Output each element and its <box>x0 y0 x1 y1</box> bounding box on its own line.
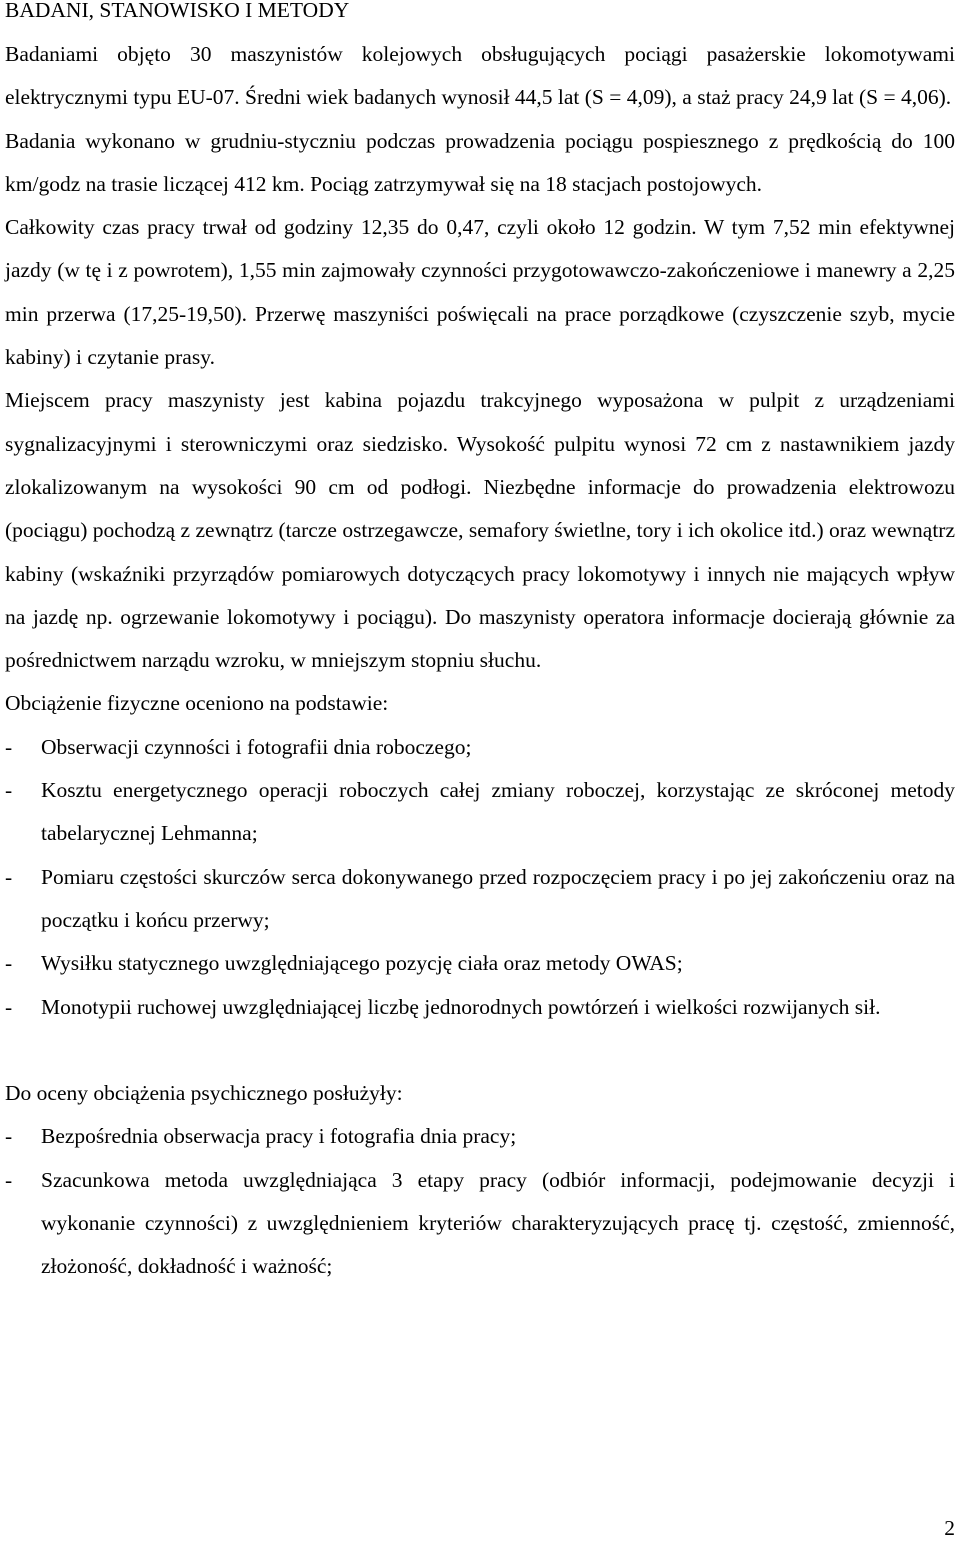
list-item <box>5 856 955 943</box>
list-dash: - <box>5 951 13 976</box>
list-dash: - <box>5 734 13 759</box>
list-dash: - <box>5 1167 13 1192</box>
list-item-text: Wysiłku statycznego uwzględniającego pozycję ciała oraz metody OWAS; <box>41 951 683 976</box>
list-dash: - <box>5 778 13 803</box>
section-heading: BADANI, STANOWISKO I METODY <box>5 0 350 22</box>
list-item <box>5 726 955 769</box>
list-item-text: Kosztu energetycznego operacji roboczych całej zmiany roboczej, korzystając ze skróconej metody tabelarycznej Lehmanna; <box>41 778 955 846</box>
paragraph-route: Badania wykonano w grudniu-styczniu podczas prowadzenia pociągu pospiesznego z prędkością do 100 km/godz na trasie liczącej 412 km. Pociąg zatrzymywał się na 18 stacjach postojowych. <box>5 128 955 196</box>
list-item-text: Pomiaru częstości skurczów serca dokonywanego przed rozpoczęciem pracy i po jej zakończeniu oraz na początku i końcu przerwy; <box>41 864 955 932</box>
list-item <box>5 1159 955 1289</box>
list-dash: - <box>5 864 13 889</box>
list-item <box>5 942 955 985</box>
psychological-load-intro: Do oceny obciążenia psychicznego posłużyły: <box>5 1081 403 1106</box>
list-item <box>5 1115 955 1158</box>
paragraph-work-time: Całkowity czas pracy trwał od godziny 12,35 do 0,47, czyli około 12 godzin. W tym 7,52 min efektywnej jazdy (w tę i z powrotem), 1,55 min zajmowały czynności przygotowawczo-zakończeniowe i manewry a 2,25 min przerwa (17,25-19,50). Przerwę maszyniści poświęcali na prace porządkowe (czyszczenie szyb, mycie kabiny) i czytanie prasy. <box>5 215 955 370</box>
list-item-text: Obserwacji czynności i fotografii dnia roboczego; <box>41 734 472 759</box>
physical-load-intro: Obciążenie fizyczne oceniono na podstawie: <box>5 691 389 716</box>
list-item-text: Monotypii ruchowej uwzględniającej liczbę jednorodnych powtórzeń i wielkości rozwijanych sił. <box>41 994 881 1019</box>
psychological-load-list <box>5 1115 955 1288</box>
physical-load-list <box>5 726 955 1029</box>
paragraph-participants: Badaniami objęto 30 maszynistów kolejowych obsługujących pociągi pasażerskie lokomotywami elektrycznymi typu EU-07. Średni wiek badanych wynosił 44,5 lat (S = 4,09), a staż pracy 24,9 lat (S = 4,06). <box>5 42 955 110</box>
list-dash: - <box>5 994 13 1019</box>
list-dash: - <box>5 1124 13 1149</box>
page-number: 2 <box>944 1516 955 1540</box>
section-spacer <box>5 1029 955 1072</box>
list-item-text: Szacunkowa metoda uwzględniająca 3 etapy pracy (odbiór informacji, podejmowanie decyzji i wykonanie czynności) z uwzględnieniem kryteriów charakteryzujących pracę tj. częstość, zmienność, złożoność, dokładność i ważność; <box>41 1167 955 1279</box>
list-item <box>5 769 955 856</box>
list-item <box>5 986 955 1029</box>
paragraph-workplace: Miejscem pracy maszynisty jest kabina pojazdu trakcyjnego wyposażona w pulpit z urządzeniami sygnalizacyjnymi i sterowniczymi oraz siedzisko. Wysokość pulpitu wynosi 72 cm z nastawnikiem jazdy zlokalizowanym na wysokości 90 cm od podłogi. Niezbędne informacje do prowadzenia elektrowozu (pociągu) pochodzą z zewnątrz (tarcze ostrzegawcze, semafory świetlne, tory i ich okolice itd.) oraz wewnątrz kabiny (wskaźniki przyrządów pomiarowych dotyczących pracy lokomotywy i innych nie mających wpływ na jazdę np. ogrzewanie lokomotywy i pociągu). Do maszynisty operatora informacje docierają głównie za pośrednictwem narządu wzroku, w mniejszym stopniu słuchu. <box>5 388 955 673</box>
document-body <box>5 33 955 1289</box>
list-item-text: Bezpośrednia obserwacja pracy i fotografia dnia pracy; <box>41 1124 517 1149</box>
